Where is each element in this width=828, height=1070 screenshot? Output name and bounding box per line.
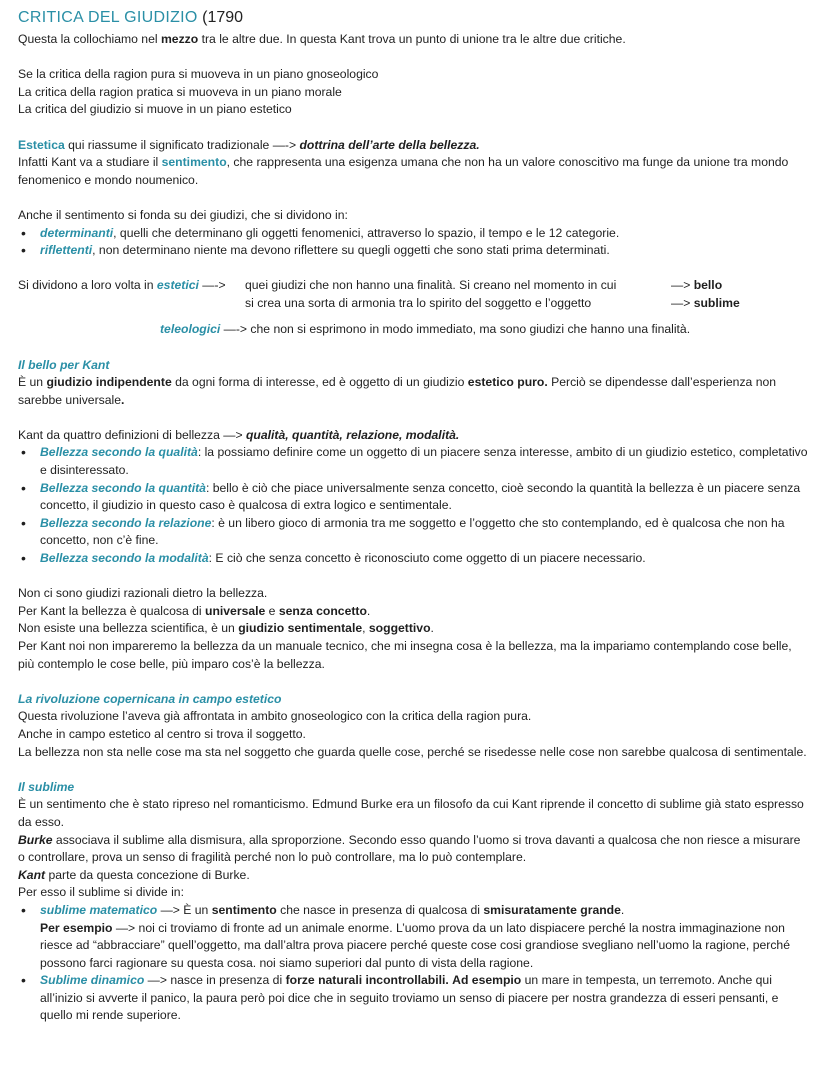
sublime-line: Burke associava il sublime alla dismisura, alla sproporzione. Secondo esso quando l’uomo si trova davanti a qualcosa che non riesce a misurare o controllare, prova un senso di fragilità perché non lo può controllare, ma lo può contemplare. bbox=[18, 832, 801, 865]
bellezza-list bbox=[18, 444, 810, 567]
esempio-paragraph: Per esempio —> noi ci troviamo di fronte ad un animale enorme. L’uomo prova da un lato dispiacere perché la nostra immaginazione non riesce ad “abbracciare” quell’oggetto, ma dall’altra prova piacere perché queste cose cosi grandiose svegliano nell’uomo la ragione, perché possono farci ragionare su questa cosa. noi siamo superiori dal punto di vista della ragione. bbox=[40, 920, 790, 970]
bellezza-line: Per Kant noi non impareremo la bellezza da un manuale tecnico, che mi insegna cosa è la bellezza, ma la impariamo contemplando cose belle, più contemplo le cose belle, più imparo cos’è la bellezza. bbox=[18, 639, 792, 671]
title-main: CRITICA DEL GIUDIZIO bbox=[18, 9, 198, 26]
sentimento-paragraph: Infatti Kant va a studiare il sentimento, che rappresenta una esigenza umana che non ha un valore conoscitivo ma funge da unione tra mondo fenomenico e mondo noumenico. bbox=[18, 155, 789, 187]
sublime-line: Per esso il sublime si divide in: bbox=[18, 885, 184, 900]
rivoluzione-line: La bellezza non sta nelle cose ma sta nel soggetto che guarda quelle cose, perché se risedesse nelle cose non sarebbe qualcosa di sentimentale. bbox=[18, 744, 807, 759]
bello-paragraph: È un giudizio indipendente da ogni forma di interesse, ed è oggetto di un giudizio estetico puro. Perciò se dipendesse dall’esperienza non sarebbe universale. bbox=[18, 375, 777, 407]
rivoluzione-line: Anche in campo estetico al centro si trova il soggetto. bbox=[18, 726, 306, 741]
teleologici-line: teleologici —-> che non si esprimono in modo immediato, ma sono giudizi che hanno una finalità. bbox=[160, 322, 691, 337]
list-item: • Sublime dinamico —> nasce in presenza di forze naturali incontrollabili. Ad esempio un mare in tempesta, un terremoto. Anche qui all’inizio si avverte il panico, la paura però poi dice che in seguito troviamo un senso di piacere per nostra grandezza di esseri pensanti, e quello mi rende superiore. bbox=[18, 972, 810, 1025]
giudizi-intro: Anche il sentimento si fonda su dei giudizi, che si dividono in: bbox=[18, 207, 348, 222]
bellezza-line: Non esiste una bellezza scientifica, è un giudizio sentimentale, soggettivo. bbox=[18, 621, 434, 636]
plane-line: Se la critica della ragion pura si muoveva in un piano gnoseologico bbox=[18, 67, 379, 82]
section-heading-sublime: Il sublime bbox=[18, 779, 75, 794]
page-title bbox=[18, 8, 810, 28]
title-year: (1790 bbox=[202, 9, 244, 26]
sublime-list bbox=[18, 902, 810, 1025]
bellezza-line: Per Kant la bellezza è qualcosa di universale e senza concetto. bbox=[18, 603, 371, 618]
list-item: • riflettenti, non determinano niente ma devono riflettere su quegli oggetti che sono stati prima determinati. bbox=[18, 242, 810, 260]
divide-block: Si dividono a loro volta in estetici —-> quei giudizi che non hanno una finalità. Si creano nel momento in cui si crea una sorta di armonia tra lo spirito del soggetto e l’oggetto —> bello —> sublime bbox=[18, 278, 740, 310]
section-heading-bello: Il bello per Kant bbox=[18, 357, 110, 372]
section-heading-rivoluzione: La rivoluzione copernicana in campo estetico bbox=[18, 691, 282, 706]
list-item: • Bellezza secondo la relazione: è un libero gioco di armonia tra me soggetto e l’oggetto che sto contemplando, ed è qualcosa che non ha concetto, non c’è fine. bbox=[18, 515, 810, 550]
plane-line: La critica della ragion pratica si muoveva in un piano morale bbox=[18, 84, 342, 99]
list-item: • Bellezza secondo la modalità: E ciò che senza concetto è riconosciuto come oggetto di un piacere necessario. bbox=[18, 550, 810, 568]
list-item: • Bellezza secondo la quantità: bello è ciò che piace universalmente senza concetto, cioè secondo la quantità la bellezza è un piacere senza concetto, il giudizio in questo caso è qualcosa di extra logico e sentimentale. bbox=[18, 480, 810, 515]
rivoluzione-line: Questa rivoluzione l’aveva già affrontata in ambito gnoseologico con la critica della ragion pura. bbox=[18, 709, 532, 724]
plane-line: La critica del giudizio si muove in un piano estetico bbox=[18, 102, 292, 117]
estetica-paragraph: Estetica qui riassume il significato tradizionale —-> dottrina dell’arte della bellezza. bbox=[18, 137, 480, 152]
bellezza-line: Non ci sono giudizi razionali dietro la bellezza. bbox=[18, 586, 268, 601]
sublime-line: Kant parte da questa concezione di Burke. bbox=[18, 867, 250, 882]
list-item: • Bellezza secondo la qualità: la possiamo definire come un oggetto di un piacere senza interesse, ambito di un giudizio estetico, completativo e disinteressato. bbox=[18, 444, 810, 479]
definizioni-intro: Kant da quattro definizioni di bellezza —> qualità, quantità, relazione, modalità. bbox=[18, 427, 460, 442]
intro-paragraph: Questa la collochiamo nel mezzo tra le altre due. In questa Kant trova un punto di unione tra le altre due critiche. bbox=[18, 32, 626, 46]
giudizi-list bbox=[18, 225, 810, 260]
list-item: • determinanti, quelli che determinano gli oggetti fenomenici, attraverso lo spazio, il tempo e le 12 categorie. bbox=[18, 225, 810, 243]
sublime-line: È un sentimento che è stato ripreso nel romanticismo. Edmund Burke era un filosofo da cui Kant riprende il concetto di sublime già stato espresso da esso. bbox=[18, 797, 804, 829]
list-item: • sublime matematico —> È un sentimento che nasce in presenza di qualcosa di smisuratamente grande. Per esempio —> noi ci troviamo di fronte ad un animale enorme. L’uomo prova da un lato dispiacere perché la nostra immaginazione non riesce ad “abbracciare” quell’oggetto, ma dall’altra prova piacere perché queste cose cosi grandiose svegliano nell’uomo la ragione, perché possono farci ragionare su questa cosa. noi siamo superiori dal punto di vista della ragione. bbox=[18, 902, 810, 972]
